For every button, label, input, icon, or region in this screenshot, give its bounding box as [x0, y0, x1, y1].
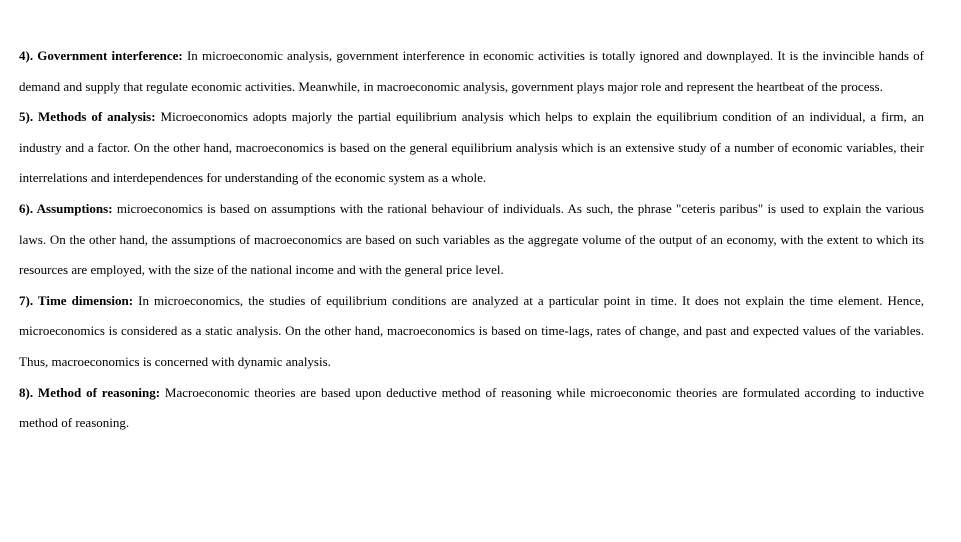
paragraph-methods-of-analysis	[19, 102, 924, 194]
paragraph-heading: 7). Time dimension:	[19, 292, 134, 308]
paragraph-body: Microeconomics adopts majorly the partial equilibrium analysis which helps to explain the equilibrium condition of an individual, a firm, an industry and a factor. On the other hand, macroeconomics is based on the general equilibrium analysis which is an extensive study of a number of economic variables, their interrelations and interdependences for understanding of the economic system as a whole.	[19, 109, 924, 186]
paragraph-heading: 8). Method of reasoning:	[19, 384, 161, 400]
paragraph-method-of-reasoning	[19, 378, 924, 439]
paragraph-time-dimension	[19, 286, 924, 378]
paragraph-heading: 5). Methods of analysis:	[19, 109, 156, 125]
paragraph-body: In microeconomics, the studies of equilibrium conditions are analyzed at a particular point in time. It does not explain the time element. Hence, microeconomics is considered as a static analysis. On the other hand, macroeconomics is based on time-lags, rates of change, and past and expected values of the variables. Thus, macroeconomics is concerned with dynamic analysis.	[19, 292, 924, 369]
paragraph-assumptions	[19, 194, 924, 286]
document-page	[19, 41, 924, 439]
paragraph-body: Macroeconomic theories are based upon deductive method of reasoning while microeconomic theories are formulated according to inductive method of reasoning.	[19, 384, 924, 431]
paragraph-body: microeconomics is based on assumptions with the rational behaviour of individuals. As such, the phrase "ceteris paribus" is used to explain the various laws. On the other hand, the assumptions of macroeconomics are based on such variables as the aggregate volume of the output of an economy, with the extent to which its resources are employed, with the size of the national income and with the general price level.	[19, 200, 924, 278]
paragraph-heading: 4). Government interference:	[19, 48, 183, 63]
paragraph-government-interference	[19, 41, 924, 102]
paragraph-body: In microeconomic analysis, government interference in economic activities is totally ignored and downplayed. It is the invincible hands of demand and supply that regulate economic activities. Meanwhile, in macroeconomic analysis, government plays major role and represent the heartbeat of the process.	[19, 48, 924, 94]
paragraph-heading: 6). Assumptions:	[19, 200, 113, 216]
